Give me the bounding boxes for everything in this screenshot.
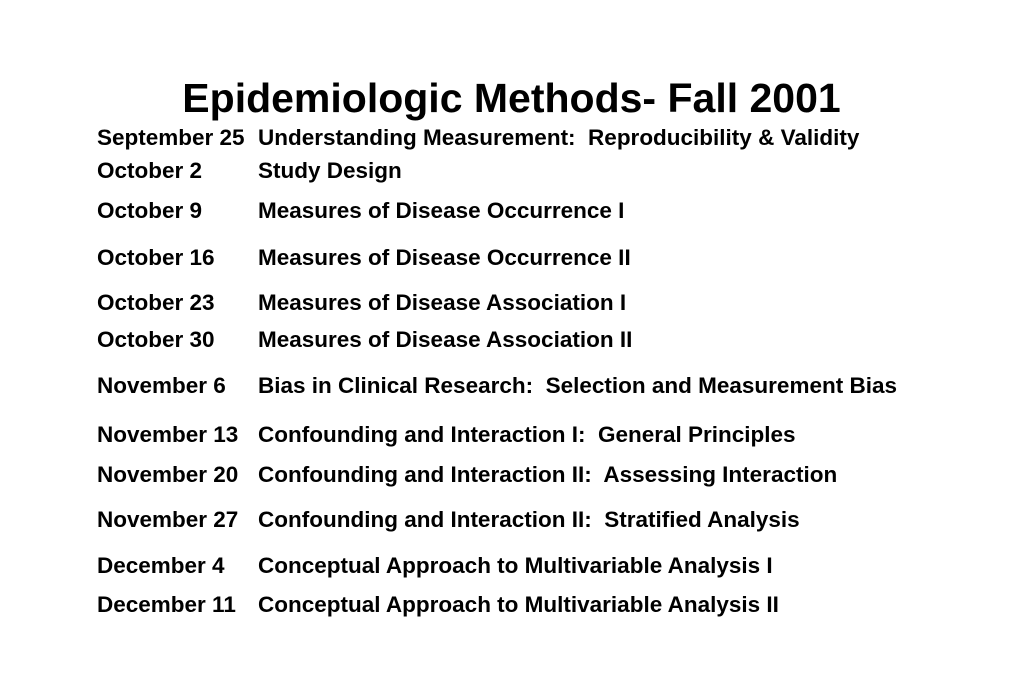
schedule-row: [97, 123, 957, 153]
session-topic: Conceptual Approach to Multivariable Analysis II: [258, 592, 779, 617]
session-date: October 2: [97, 158, 203, 183]
session-date: November 27: [97, 507, 239, 532]
schedule-row: [97, 196, 957, 226]
session-topic: Confounding and Interaction I: General Principles: [258, 422, 796, 447]
schedule-row: [97, 371, 957, 401]
session-topic: Confounding and Interaction II: Stratified Analysis: [258, 507, 800, 532]
session-topic: Measures of Disease Occurrence I: [258, 198, 625, 223]
schedule-row: [97, 505, 957, 535]
session-topic: Conceptual Approach to Multivariable Analysis I: [258, 553, 773, 578]
schedule-list: [97, 123, 957, 620]
schedule-row: [97, 243, 957, 273]
session-date: October 23: [97, 290, 215, 315]
session-date: December 11: [97, 592, 236, 617]
session-date: October 9: [97, 198, 203, 223]
schedule-row: [97, 590, 957, 620]
session-topic: Bias in Clinical Research: Selection and Measurement Bias: [258, 373, 897, 398]
session-topic: Understanding Measurement: Reproducibility & Validity: [258, 125, 860, 150]
session-topic: Measures of Disease Occurrence II: [258, 245, 631, 270]
session-topic: Measures of Disease Association II: [258, 327, 633, 352]
session-date: November 13: [97, 422, 239, 447]
session-date: October 30: [97, 327, 215, 352]
session-date: November 6: [97, 373, 226, 398]
schedule-row: [97, 420, 957, 450]
session-date: November 20: [97, 462, 239, 487]
session-date: October 16: [97, 245, 215, 270]
schedule-row: [97, 288, 957, 318]
session-topic: Study Design: [258, 158, 402, 183]
schedule-row: [97, 551, 957, 581]
schedule-row: [97, 156, 957, 186]
slide-title: Epidemiologic Methods- Fall 2001: [182, 75, 841, 122]
schedule-row: [97, 325, 957, 355]
session-date: September 25: [97, 125, 245, 150]
session-date: December 4: [97, 553, 225, 578]
session-topic: Confounding and Interaction II: Assessing Interaction: [258, 462, 838, 487]
session-topic: Measures of Disease Association I: [258, 290, 627, 315]
schedule-row: [97, 460, 957, 490]
